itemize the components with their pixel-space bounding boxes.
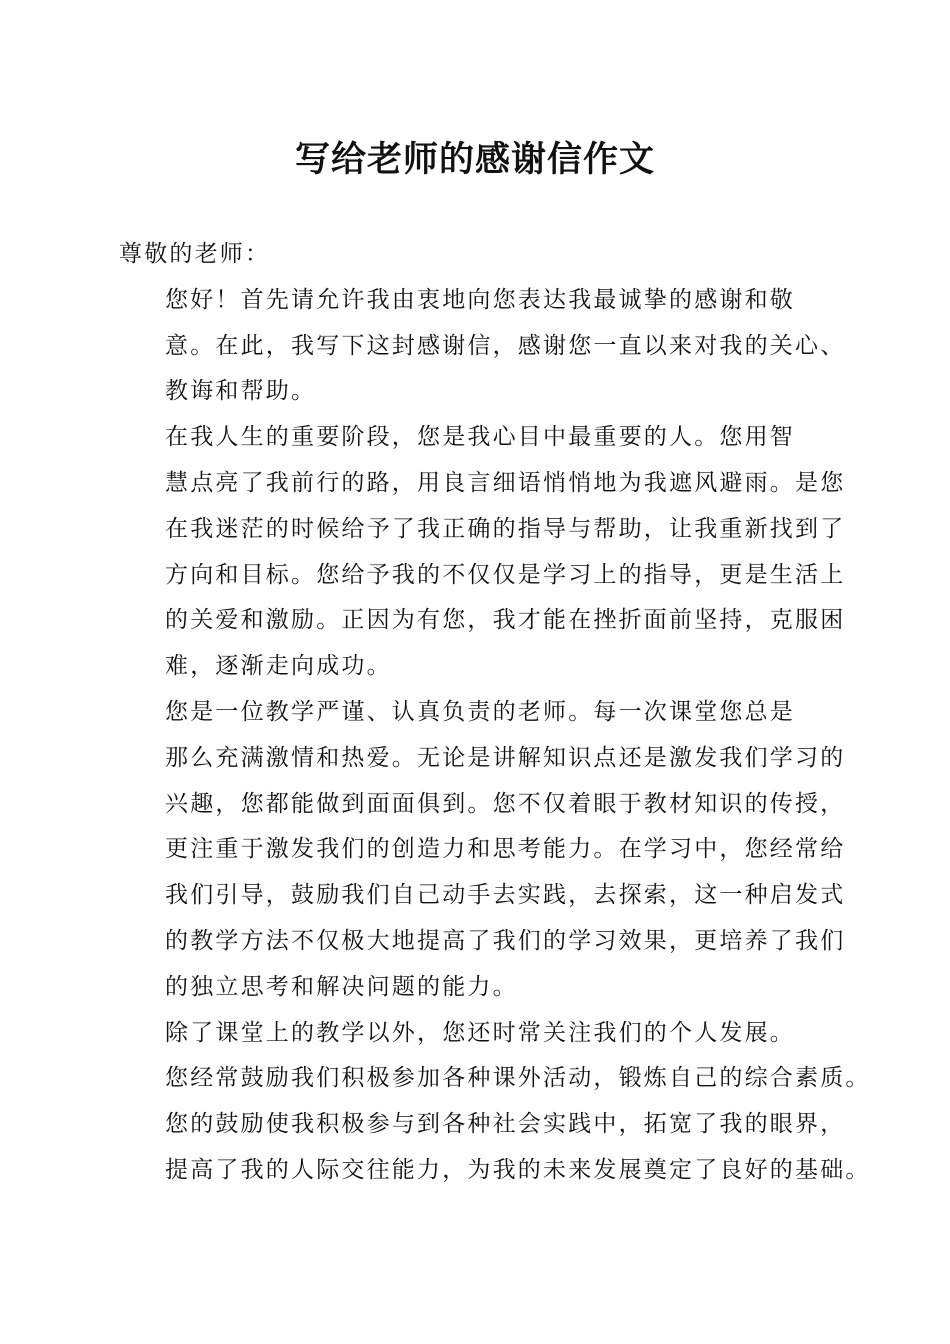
text-line: 我们引导，鼓励我们自己动手去实践，去探索，这一种启发式 <box>165 882 846 909</box>
letter-body <box>119 232 871 1194</box>
paragraph-personal-development <box>119 1011 871 1194</box>
paragraph-teaching <box>119 690 846 1011</box>
document-title: 写给老师的感谢信作文 <box>294 139 655 180</box>
text-line: 教诲和帮助。 <box>165 378 317 405</box>
text-line: 的关爱和激励。正因为有您，我才能在挫折面前坚持，克服困 <box>165 607 846 634</box>
text-line: 除了课堂上的教学以外，您还时常关注我们的个人发展。 <box>165 1019 795 1046</box>
text-line: 提高了我的人际交往能力，为我的未来发展奠定了良好的基础。 <box>165 1156 871 1183</box>
text-line: 您经常鼓励我们积极参加各种课外活动，锻炼自己的综合素质。 <box>165 1065 871 1092</box>
salutation: 尊敬的老师： <box>119 241 271 267</box>
text-line: 难，逐渐走向成功。 <box>165 653 392 680</box>
text-line: 您好！首先请允许我由衷地向您表达我最诚挚的感谢和敬 <box>165 286 795 313</box>
text-line: 在我迷茫的时候给予了我正确的指导与帮助，让我重新找到了 <box>165 515 846 542</box>
text-line: 您的鼓励使我积极参与到各种社会实践中，拓宽了我的眼界， <box>165 1111 846 1138</box>
text-line: 方向和目标。您给予我的不仅仅是学习上的指导，更是生活上 <box>165 561 846 588</box>
text-line: 意。在此，我写下这封感谢信，感谢您一直以来对我的关心、 <box>165 332 846 359</box>
text-line: 的独立思考和解决问题的能力。 <box>165 973 518 1000</box>
text-line: 更注重于激发我们的创造力和思考能力。在学习中，您经常给 <box>165 836 846 863</box>
text-line: 兴趣，您都能做到面面俱到。您不仅着眼于教材知识的传授， <box>165 790 846 817</box>
text-line: 慧点亮了我前行的路，用良言细语悄悄地为我遮风避雨。是您 <box>165 469 846 496</box>
text-line: 那么充满激情和热爱。无论是讲解知识点还是激发我们学习的 <box>165 744 846 771</box>
text-line: 的教学方法不仅极大地提高了我们的学习效果，更培养了我们 <box>165 927 846 954</box>
text-line: 在我人生的重要阶段，您是我心目中最重要的人。您用智 <box>165 424 795 451</box>
paragraph-greeting <box>119 278 846 415</box>
text-line: 您是一位教学严谨、认真负责的老师。每一次课堂您总是 <box>165 698 795 725</box>
paragraph-important-person <box>119 415 846 690</box>
